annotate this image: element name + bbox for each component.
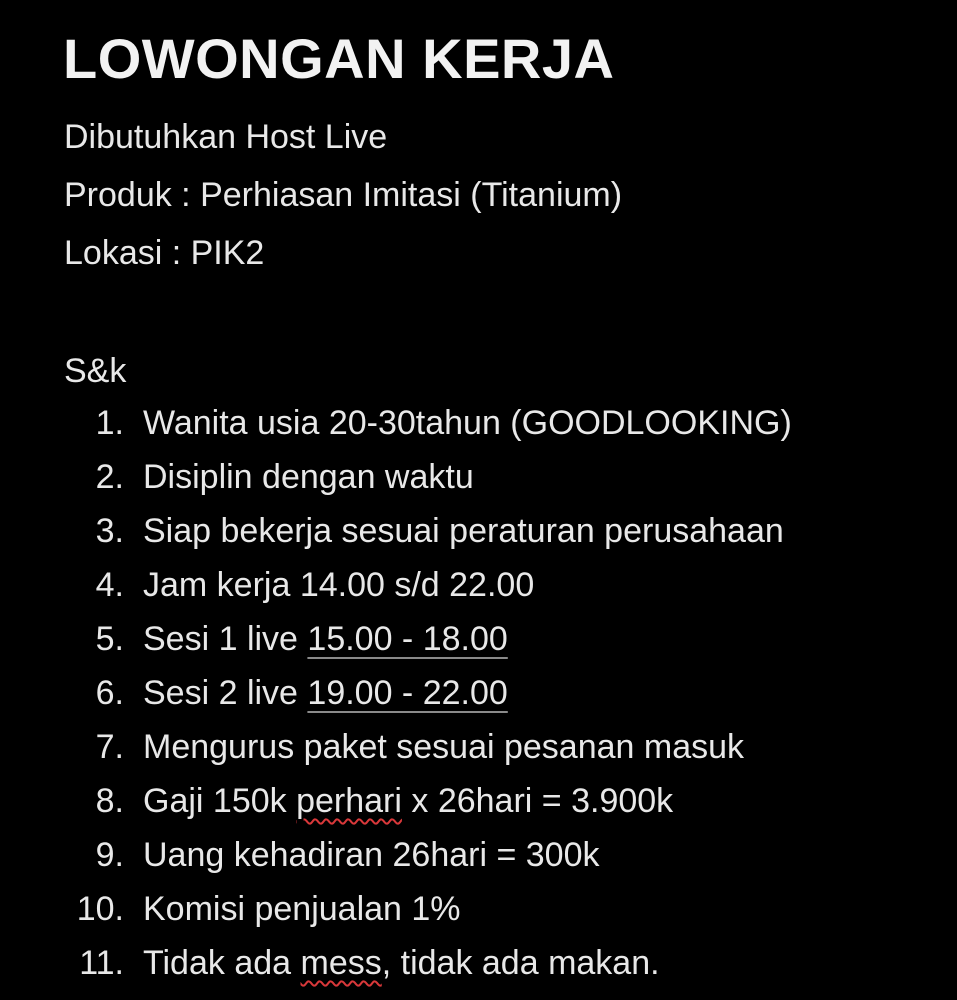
list-number: 3. bbox=[95, 512, 124, 550]
list-item bbox=[0, 674, 957, 726]
misspelled-word[interactable]: perhari bbox=[296, 782, 402, 820]
list-text: Komisi penjualan 1% bbox=[143, 890, 461, 928]
list-text: Disiplin dengan waktu bbox=[143, 458, 474, 496]
list-item bbox=[0, 566, 957, 618]
list-item bbox=[0, 728, 957, 780]
list-text: Mengurus paket sesuai pesanan masuk bbox=[143, 728, 745, 766]
location-line: Lokasi : PIK2 bbox=[64, 234, 265, 272]
list-item bbox=[0, 836, 957, 888]
list-item bbox=[0, 404, 957, 456]
misspelled-word[interactable]: mess bbox=[300, 944, 382, 982]
list-text: Siap bekerja sesuai peraturan perusahaan bbox=[143, 512, 784, 550]
list-text: Uang kehadiran 26hari = 300k bbox=[143, 836, 600, 874]
list-text-prefix: Gaji 150k bbox=[143, 782, 297, 820]
time-link[interactable]: 19.00 - 22.00 bbox=[307, 674, 508, 712]
list-item bbox=[0, 458, 957, 510]
list-item bbox=[0, 890, 957, 942]
page-title: LOWONGAN KERJA bbox=[63, 27, 615, 90]
list-text-prefix: Sesi 1 live bbox=[143, 620, 308, 658]
list-text bbox=[143, 944, 660, 983]
list-number: 1. bbox=[95, 404, 124, 442]
list-text bbox=[143, 620, 508, 659]
list-text-suffix: , tidak ada makan. bbox=[381, 944, 660, 982]
list-text-prefix: Sesi 2 live bbox=[143, 674, 308, 712]
list-text-prefix: Tidak ada bbox=[143, 944, 301, 982]
list-item bbox=[0, 620, 957, 672]
list-text: Wanita usia 20-30tahun (GOODLOOKING) bbox=[143, 404, 792, 442]
list-text-suffix: x 26hari = 3.900k bbox=[401, 782, 674, 820]
list-item bbox=[0, 944, 957, 996]
time-link[interactable]: 15.00 - 18.00 bbox=[307, 620, 508, 658]
list-number: 5. bbox=[95, 620, 124, 658]
list-text bbox=[143, 674, 508, 713]
job-position-line: Dibutuhkan Host Live bbox=[64, 118, 388, 156]
terms-heading: S&k bbox=[64, 352, 127, 390]
list-number: 11. bbox=[79, 944, 124, 982]
list-number: 7. bbox=[95, 728, 124, 766]
list-number: 4. bbox=[95, 566, 124, 604]
list-number: 10. bbox=[76, 890, 124, 928]
list-number: 9. bbox=[95, 836, 124, 874]
list-text: Jam kerja 14.00 s/d 22.00 bbox=[143, 566, 535, 604]
list-item bbox=[0, 512, 957, 564]
list-item bbox=[0, 782, 957, 834]
list-number: 8. bbox=[95, 782, 124, 820]
product-line: Produk : Perhiasan Imitasi (Titanium) bbox=[64, 176, 623, 214]
list-number: 2. bbox=[95, 458, 124, 496]
list-number: 6. bbox=[95, 674, 124, 712]
list-text bbox=[143, 782, 673, 821]
